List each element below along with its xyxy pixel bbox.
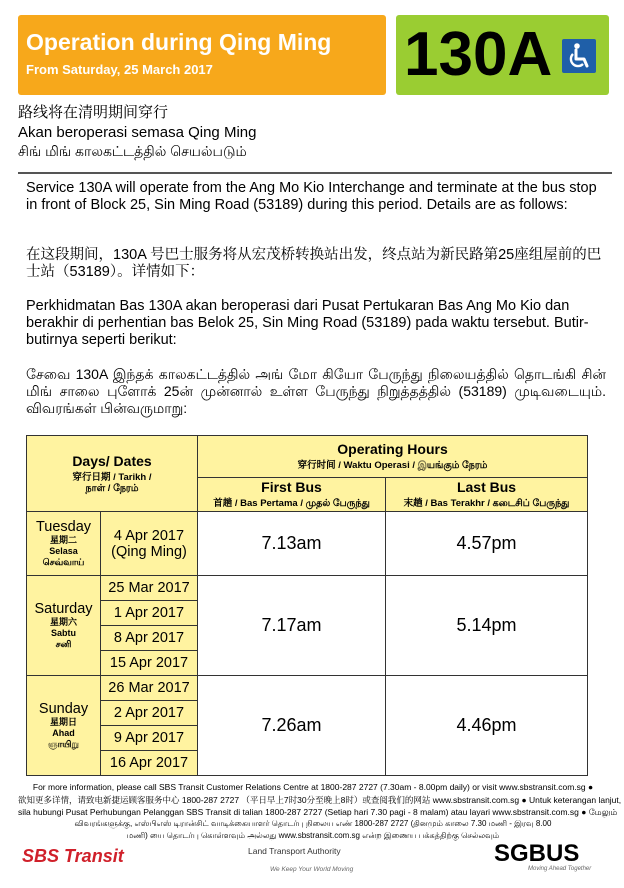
footer-info-ms: sila hubungi Pusat Perhubungan Pelanggan SBS Transit di talian 1800-287 2727 (Setiap hari 7.30 pagi - 8 malam) atau layari www.sbstransit.com.sg ● மேலும் bbox=[18, 807, 618, 817]
route-number: 130A bbox=[404, 20, 553, 89]
day-name-ta: ஞாயிறு bbox=[47, 739, 80, 749]
day-name-ta: செவ்வாய் bbox=[42, 557, 85, 567]
date-value: 1 Apr 2017 bbox=[101, 601, 198, 626]
hours-header: Operating Hours bbox=[337, 441, 448, 457]
date-value: 8 Apr 2017 bbox=[101, 626, 198, 651]
date-value: 4 Apr 2017 bbox=[113, 527, 185, 544]
last-bus-header: Last Bus bbox=[456, 479, 517, 495]
date-value: 9 Apr 2017 bbox=[101, 726, 198, 751]
day-cell bbox=[27, 576, 101, 676]
sgbus-logo: SGBUS bbox=[494, 840, 580, 867]
first-bus-header-sub: 首趟 / Bas Pertama / முதல் பேருந்து bbox=[213, 498, 370, 509]
date-value: 16 Apr 2017 bbox=[101, 751, 198, 776]
date-value: 25 Mar 2017 bbox=[101, 576, 198, 601]
day-name-ta: சனி bbox=[55, 639, 72, 649]
first-bus-header: First Bus bbox=[261, 479, 322, 495]
sbs-transit-logo: SBS Transit bbox=[22, 846, 124, 866]
date-value: 15 Apr 2017 bbox=[101, 651, 198, 676]
intro-tamil: சிங் மிங் காலகட்டத்தில் செயல்படும் bbox=[18, 143, 247, 159]
date-cell bbox=[101, 512, 198, 576]
days-header-cell bbox=[27, 436, 198, 512]
last-bus-time: 5.14pm bbox=[386, 576, 588, 676]
first-bus-time: 7.17am bbox=[198, 576, 386, 676]
operating-hours-table bbox=[26, 435, 588, 776]
footer-info-zh: 欲知更多详情，请致电新捷运顾客服务中心 1800-287 2727 （平日早上7时30分至晚上8时）或查阅我们的网站 www.sbstransit.com.sg ● Untuk keterangan lanjut, bbox=[18, 795, 622, 805]
section-divider bbox=[18, 172, 612, 174]
table-row bbox=[27, 676, 588, 701]
table-row bbox=[27, 576, 588, 601]
day-name-ms: Selasa bbox=[49, 546, 78, 556]
notice-title: Operation during Qing Ming bbox=[26, 29, 332, 55]
day-cell bbox=[27, 512, 101, 576]
table-row bbox=[27, 512, 588, 576]
days-header-sub1: 穿行日期 / Tarikh / bbox=[72, 471, 152, 483]
paragraph-english: Service 130A will operate from the Ang Mo Kio Interchange and terminate at the bus stop in front of Block 25, Sin Ming Road (53189) during this period. Details are as follows: bbox=[26, 180, 597, 213]
paragraph-chinese: 在这段期间，130A 号巴士服务将从宏茂桥转换站出发，终点站为新民路第25座组屋前的巴士站（53189）。详情如下： bbox=[26, 247, 602, 280]
day-name: Saturday bbox=[34, 601, 93, 617]
hours-header-sub: 穿行时间 / Waktu Operasi / இயங்கும் நேரம் bbox=[297, 460, 488, 471]
date-value: 2 Apr 2017 bbox=[101, 701, 198, 726]
last-bus-time: 4.46pm bbox=[386, 676, 588, 776]
footer-info-en: For more information, please call SBS Transit Customer Relations Centre at 1800-287 2727 (7.30am - 8.00pm daily) or visit www.sbstransit.com.sg ● bbox=[32, 782, 594, 792]
last-bus-header-sub: 末趟 / Bas Terakhr / கடைசிப் பேருந்து bbox=[403, 498, 570, 509]
route-badge bbox=[396, 15, 609, 95]
day-name-ms: Sabtu bbox=[50, 628, 76, 638]
paragraph-tamil: சேவை 130A இந்தக் காலகட்டத்தில் அங் மோ கியோ பேருந்து நிலையத்தில் தொடங்கி சின் மிங் சாலை புளோக் 25ன் முன்னால் உள்ள பேருந்து நிறுத்தத்தில் (53189) முடிவடையும். விவரங்கள் பின்வருமாறு: bbox=[26, 366, 607, 416]
wheelchair-icon bbox=[562, 39, 596, 73]
date-note: (Qing Ming) bbox=[111, 543, 187, 560]
hours-header-cell bbox=[198, 436, 588, 478]
days-header-sub2: நாள் / நேரம் bbox=[85, 482, 139, 494]
last-bus-time: 4.57pm bbox=[386, 512, 588, 576]
date-value: 26 Mar 2017 bbox=[101, 676, 198, 701]
day-name-ms: Ahad bbox=[52, 728, 75, 738]
lta-tagline: We Keep Your World Moving bbox=[270, 866, 354, 873]
footer-info-ta-2: மணி) யை தொடர்பு கொள்ளவும் அல்லது www.sbstransit.com.sg என்ற இணைய பக்கத்திற்கு செல்லவும் bbox=[126, 831, 500, 840]
notice-effective-date: From Saturday, 25 March 2017 bbox=[26, 62, 213, 77]
intro-malay: Akan beroperasi semasa Qing Ming bbox=[18, 124, 257, 141]
day-name-zh: 星期六 bbox=[49, 617, 77, 627]
lta-logo: Land Transport Authority bbox=[248, 846, 341, 856]
days-header: Days/ Dates bbox=[72, 452, 152, 469]
day-name-zh: 星期日 bbox=[49, 717, 77, 727]
day-name-zh: 星期二 bbox=[49, 535, 77, 545]
first-bus-header-cell bbox=[198, 478, 386, 512]
intro-chinese: 路线将在清明期间穿行 bbox=[18, 104, 169, 121]
sgbus-tagline: Moving Ahead Together bbox=[528, 866, 592, 872]
day-name: Sunday bbox=[38, 701, 89, 717]
day-name: Tuesday bbox=[35, 519, 92, 535]
first-bus-time: 7.13am bbox=[198, 512, 386, 576]
first-bus-time: 7.26am bbox=[198, 676, 386, 776]
day-cell bbox=[27, 676, 101, 776]
footer-info-ta: விவரங்களுக்கு, எஸ்பிஎஸ் டிரான்சிட் வாடிக்கையாளர் தொடர்பு நிலைய எண் 1800-287 2727 (தினமும் காலை 7.30 மணி - இரவு 8.00 bbox=[74, 819, 552, 828]
notice-header bbox=[18, 15, 386, 95]
paragraph-malay: Perkhidmatan Bas 130A akan beroperasi dari Pusat Pertukaran Bas Ang Mo Kio dan berakhir di perhentian bas Belok 25, Sin Ming Road (53189) pada waktu tersebut. Butir-butirnya seperti berikut: bbox=[26, 298, 589, 348]
last-bus-header-cell bbox=[386, 478, 588, 512]
